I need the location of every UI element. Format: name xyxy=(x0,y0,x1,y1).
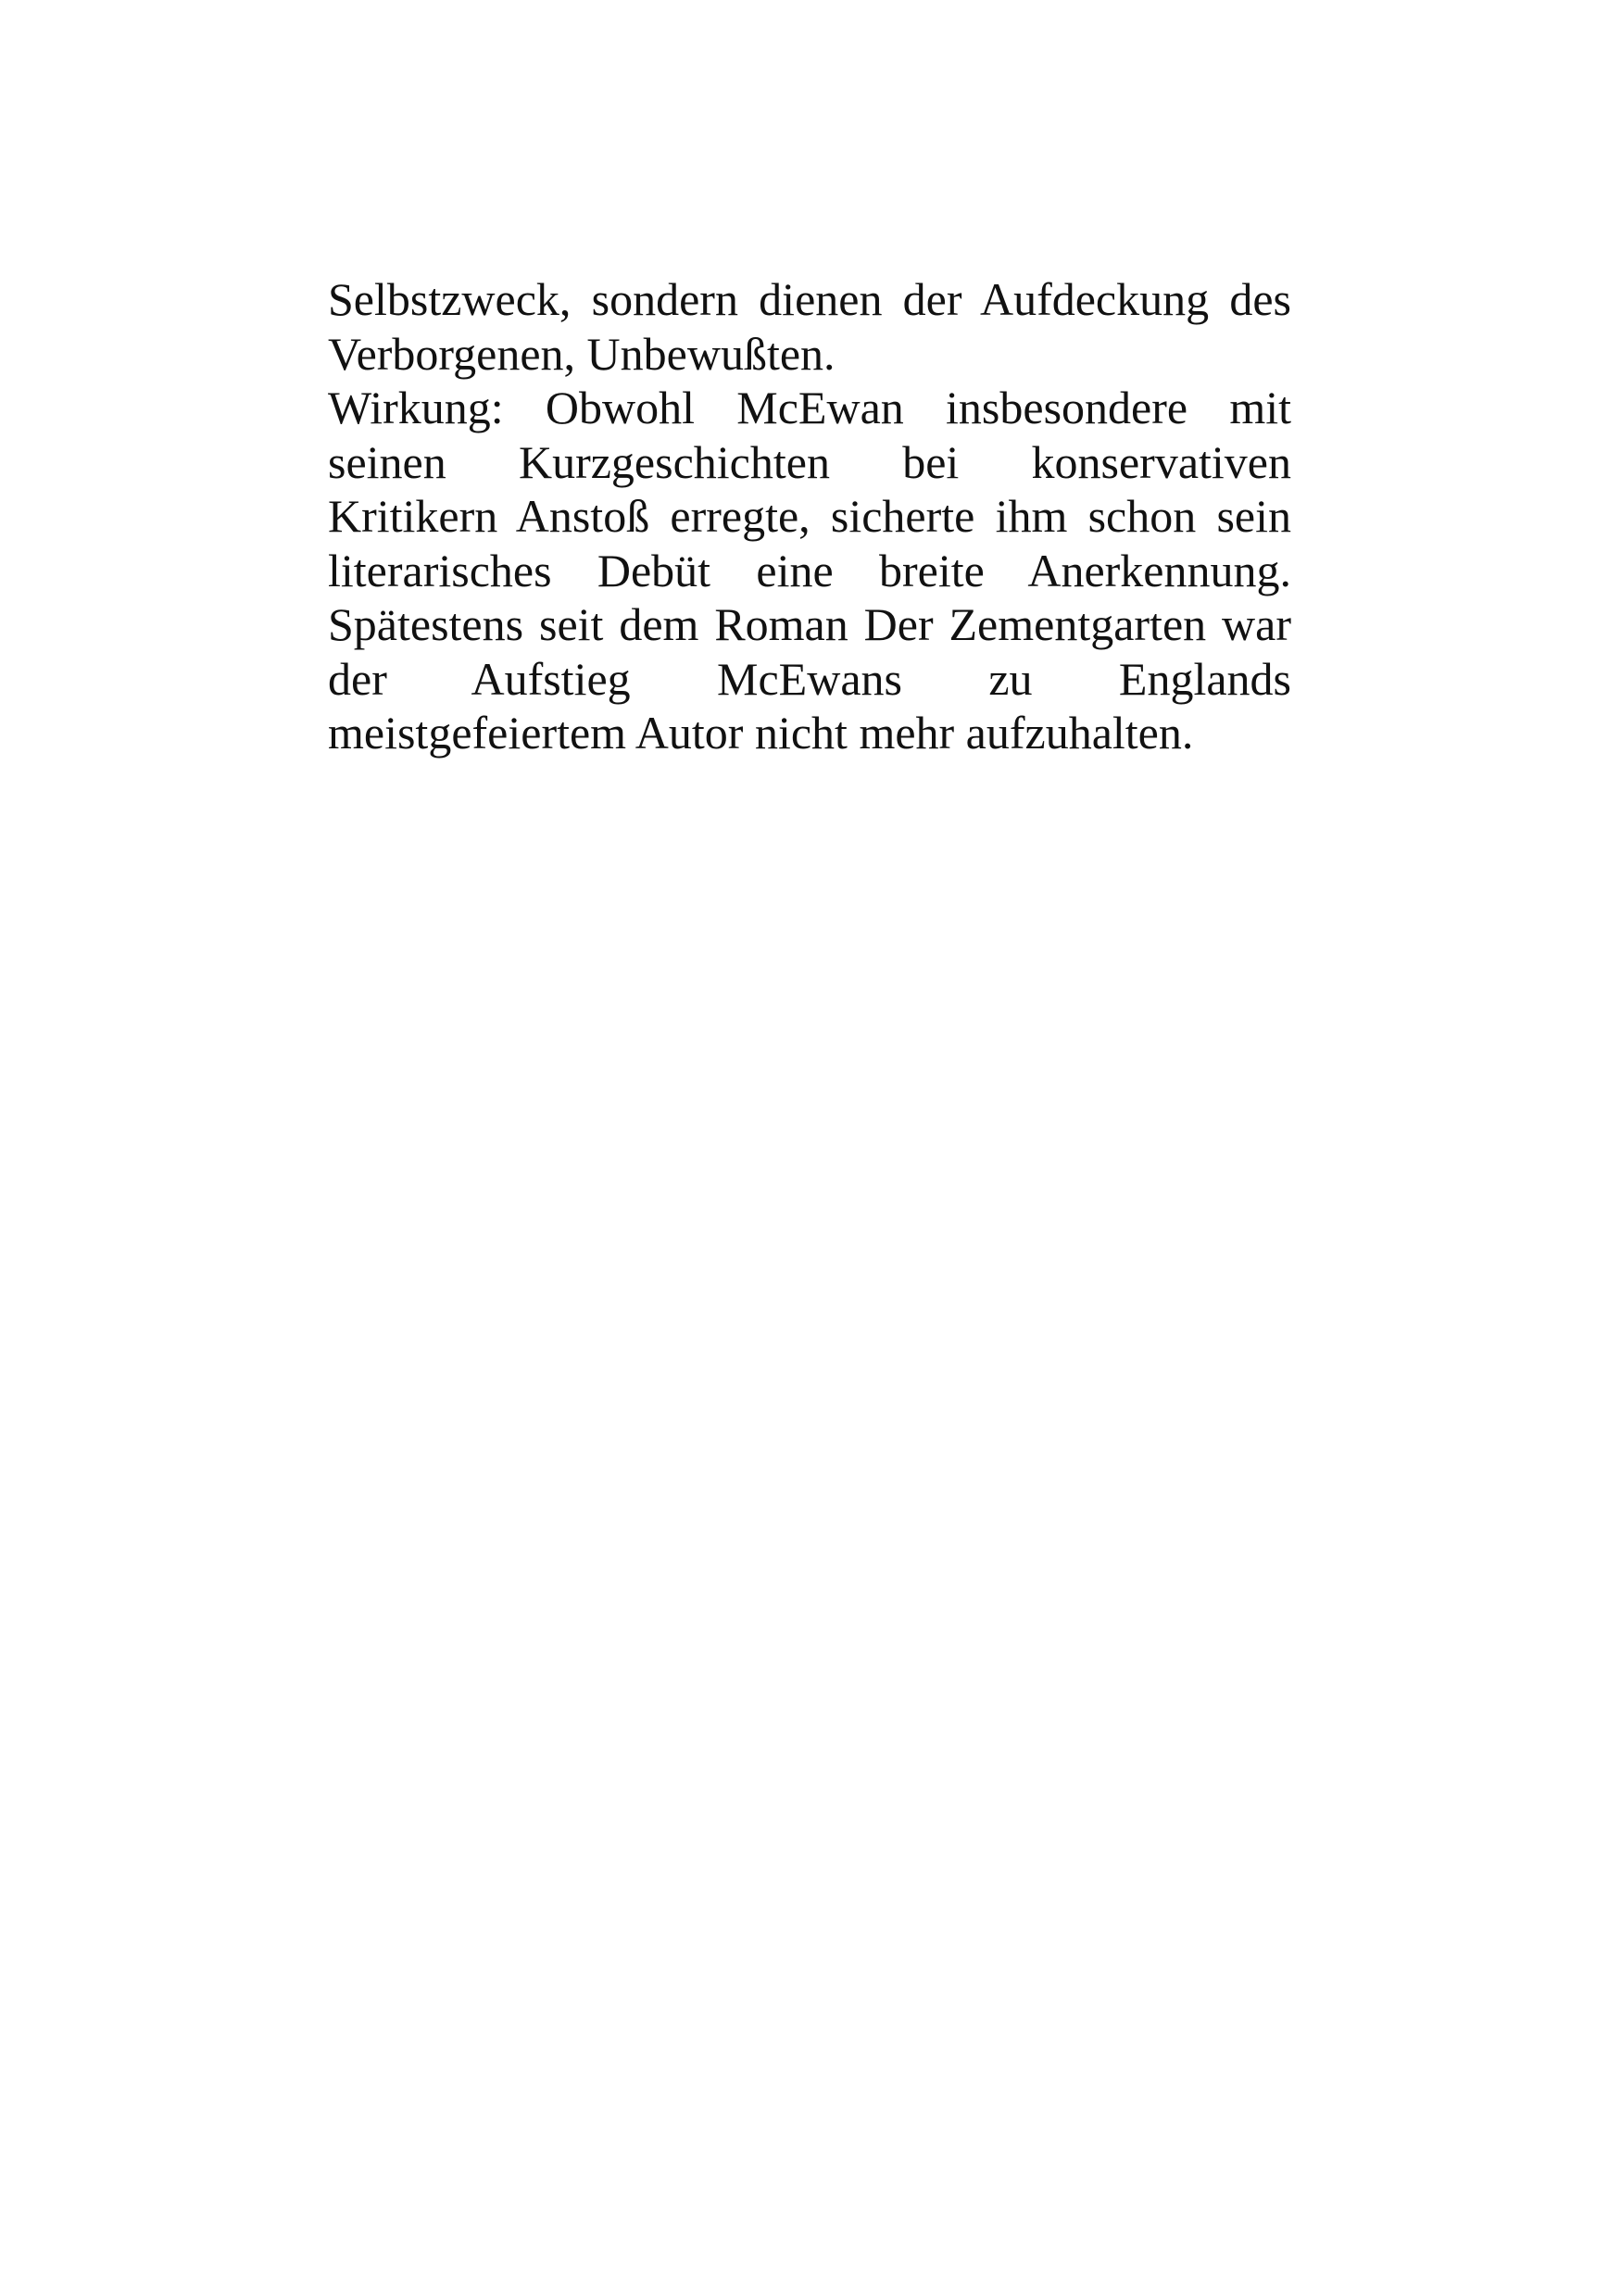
text-line: meistgefeiertem Autor nicht mehr aufzuhalten. xyxy=(328,707,1194,759)
text-line: der Aufstieg McEwans zu Englands xyxy=(328,652,1291,705)
body-paragraph xyxy=(328,272,1291,760)
text-line: Selbstzweck, sondern dienen der Aufdeckung des xyxy=(328,273,1291,325)
text-line: seinen Kurzgeschichten bei konservativen xyxy=(328,435,1291,488)
text-line: Wirkung: Obwohl McEwan insbesondere mit xyxy=(328,382,1291,433)
text-line: literarisches Debüt eine breite Anerkennung. xyxy=(328,544,1291,596)
text-line: Spätestens seit dem Roman Der Zementgarten war xyxy=(328,598,1291,650)
text-line: Verborgenen, Unbewußten. xyxy=(328,327,836,380)
text-line: Kritikern Anstoß erregte, sicherte ihm schon sein xyxy=(328,490,1291,542)
